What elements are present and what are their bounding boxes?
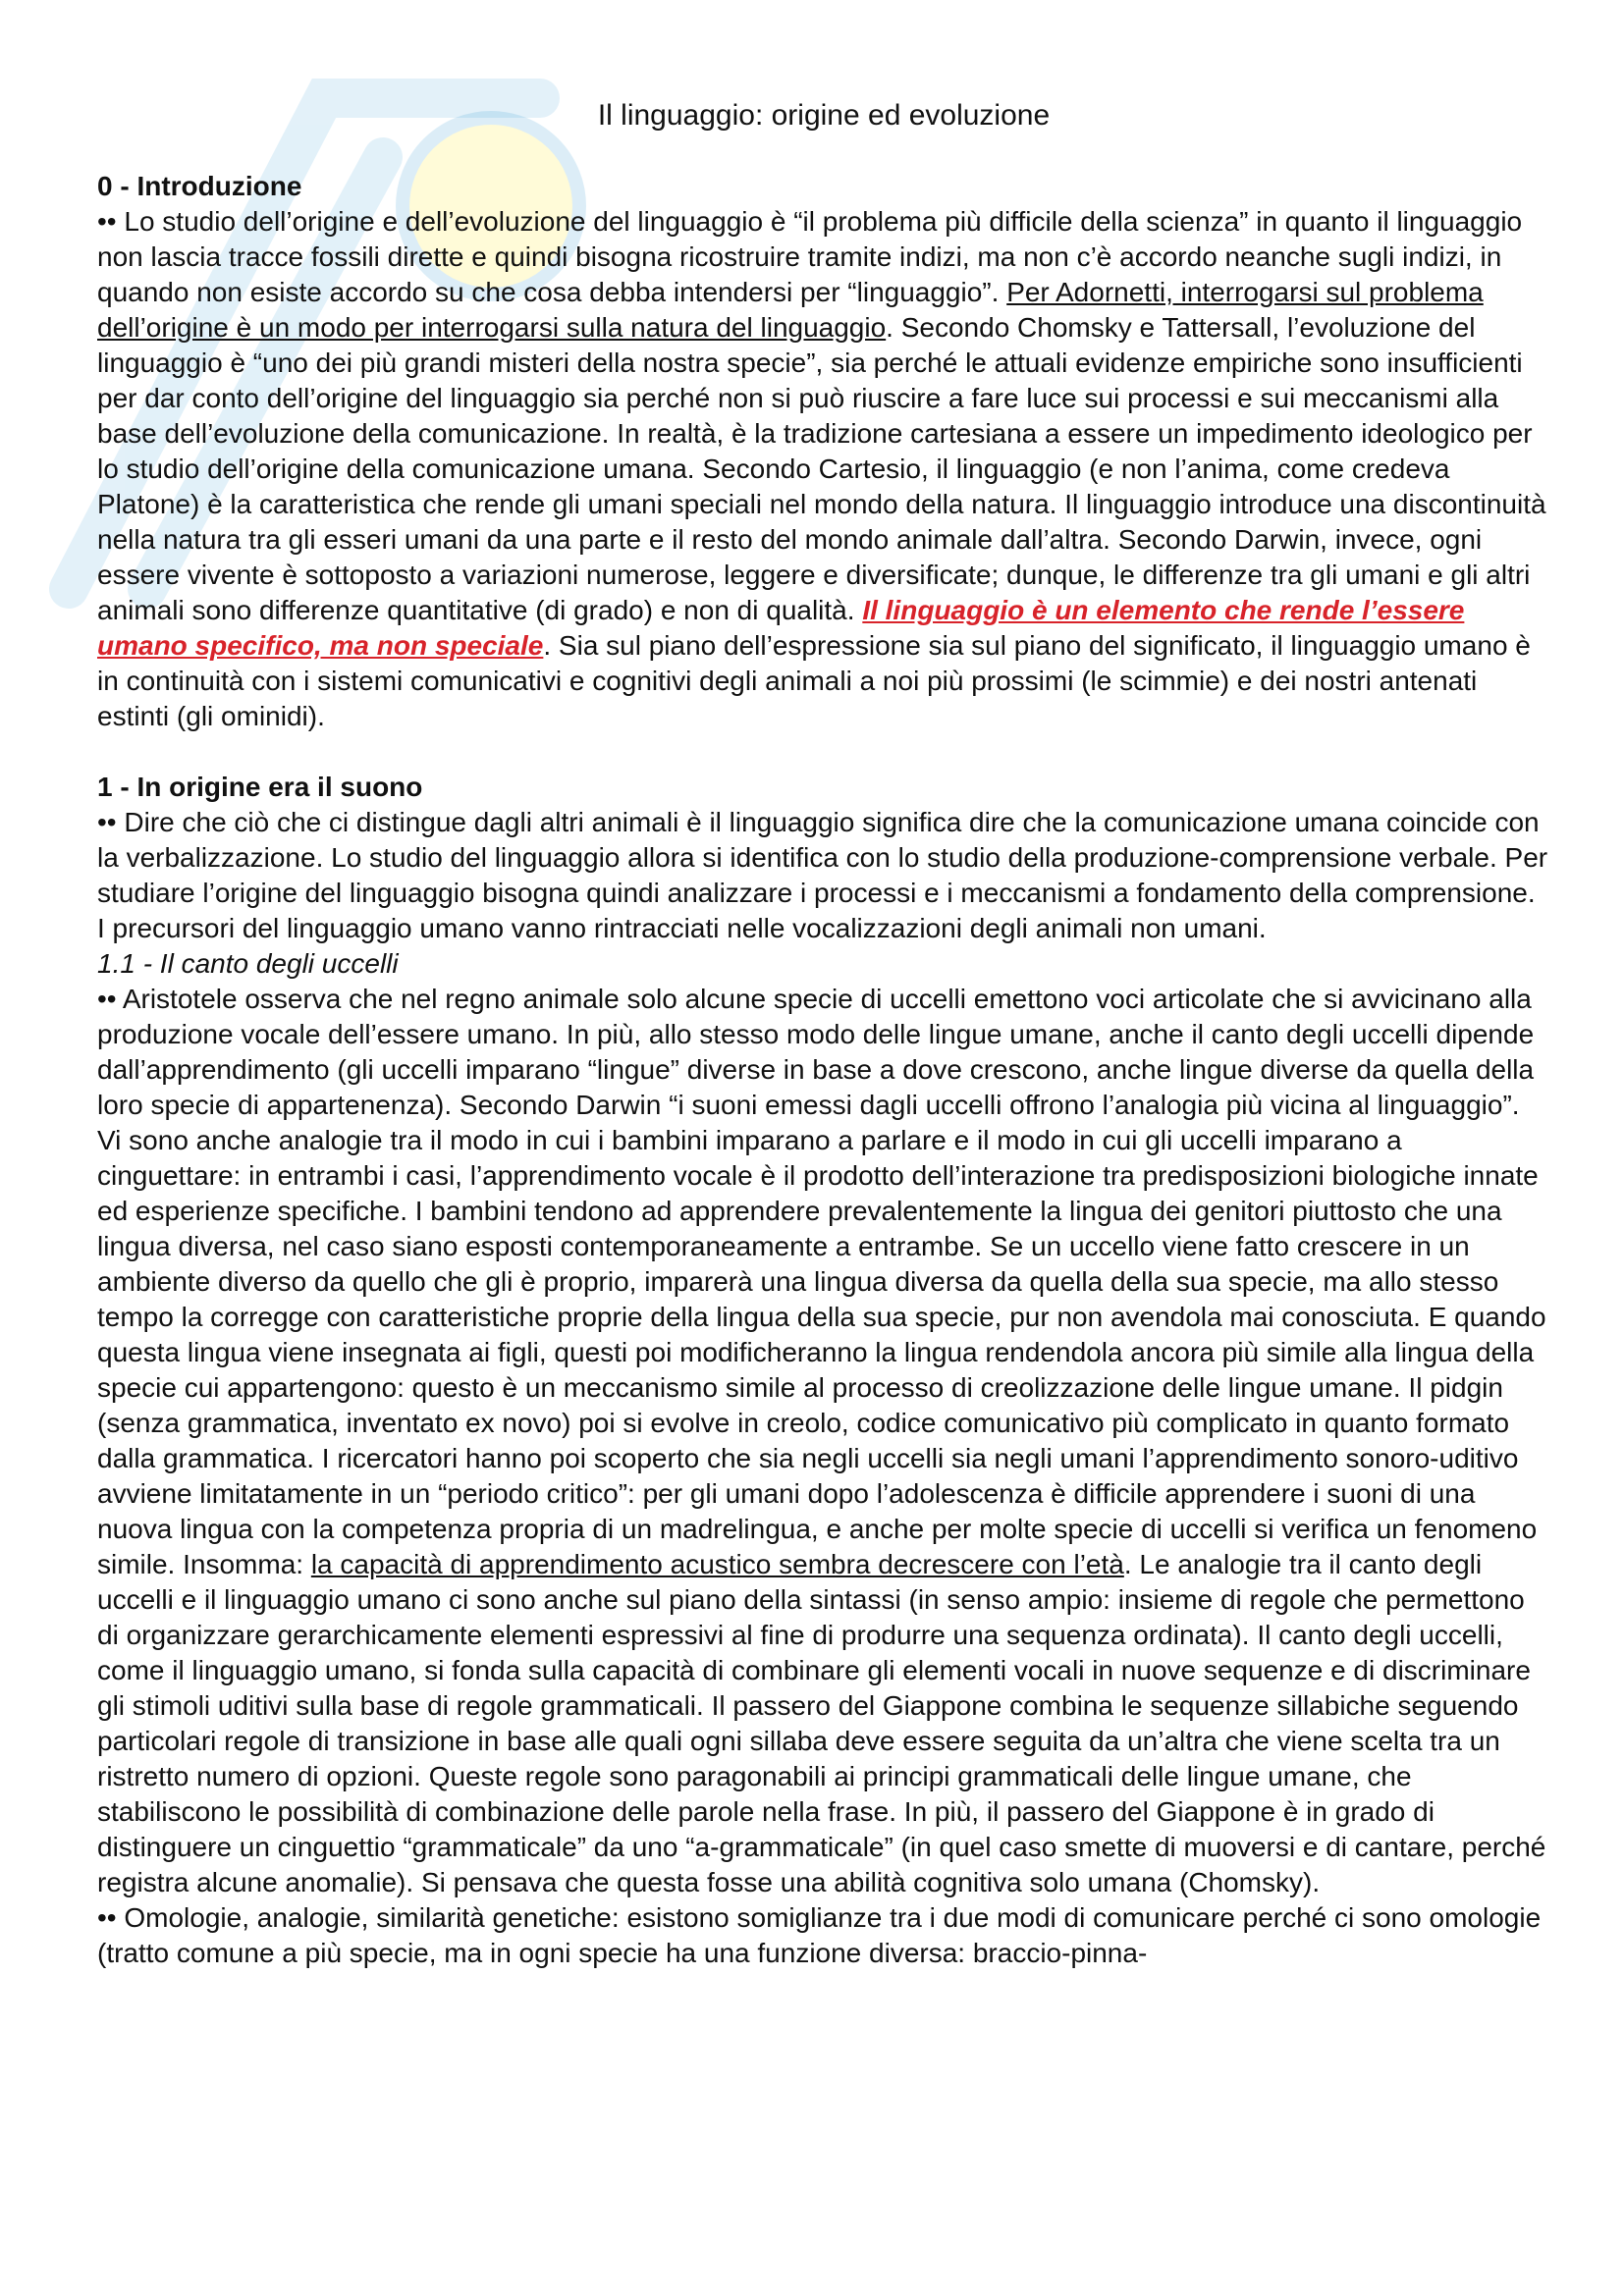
underlined-text: la capacità di apprendimento acustico sembra decrescere con l’età bbox=[310, 1549, 1124, 1579]
text: •• Lo studio dell’origine e dell’evoluzione del linguaggio è “il problema più difficile della scienza” in quanto il linguaggio non lascia tracce fossili dirette e quindi bisogna ricostruire tramite indizi, ma non c’è accordo neanche sugli indizi, in quando non esiste accordo su che cosa debba intendersi per “linguaggio”. bbox=[97, 206, 1523, 307]
subsection-heading: 1.1 - Il canto degli uccelli bbox=[97, 948, 399, 979]
paragraph: •• Dire che ciò che ci distingue dagli altri animali è il linguaggio significa dire che la comunicazione umana coincide con la verbalizzazione. Lo studio del linguaggio allora si identifica con lo studio della produzione-comprensione verbale. Per studiare l’origine del linguaggio bisogna quindi analizzare i processi e i meccanismi a fondamento della comprensione. I precursori del linguaggio umano vanno rintracciati nelle vocalizzazioni degli animali non umani. bbox=[97, 807, 1548, 943]
text: •• Aristotele osserva che nel regno animale solo alcune specie di uccelli emettono voci articolate che si avvicinano alla produzione vocale dell’essere umano. In più, allo stesso modo delle lingue umane, anche il canto degli uccelli dipende dall’apprendimento (gli uccelli imparano “lingue” diverse in base a dove crescono, anche lingue diverse da quella della loro specie di appartenenza). Secondo Darwin “i suoni emessi dagli uccelli offrono l’analogia più vicina al linguaggio”. Vi sono anche analogie tra il modo in cui i bambini imparano a parlare e il modo in cui gli uccelli imparano a cinguettare: in entrambi i casi, l’apprendimento vocale è il prodotto dell’interazione tra predisposizioni biologiche innate ed esperienze specifiche. I bambini tendono ad apprendere prevalentemente la lingua dei genitori piuttosto che una lingua diversa, nel caso siano esposti contemporaneamente a entrambe. Se un uccello viene fatto crescere in un ambiente diverso da quello che gli è proprio, imparerà una lingua diversa da quella della sua specie, ma allo stesso tempo la corregge con caratteristiche proprie della lingua della sua specie, pur non avendola mai conosciuta. E quando questa lingua viene insegnata ai figli, questi poi modificheranno la lingua rendendola ancora più simile alla lingua della specie cui appartengono: questo è un meccanismo simile al processo di creolizzazione delle lingue umane. Il pidgin (senza grammatica, inventato ex novo) poi si evolve in creolo, codice comunicativo più complicato in quanto formato dalla grammatica. I ricercatori hanno poi scoperto che sia negli uccelli sia negli umani l’apprendimento sonoro-uditivo avviene limitatamente in un “periodo critico”: per gli umani dopo l’adolescenza è difficile apprendere i suoni di una nuova lingua con la competenza propria di un madrelingua, e anche per molte specie di uccelli si verifica un fenomeno simile. Insomma: bbox=[97, 984, 1546, 1579]
paragraph bbox=[97, 982, 1550, 1900]
document-page bbox=[97, 98, 1550, 1971]
section-heading: 1 - In origine era il suono bbox=[97, 772, 423, 802]
underlined-text: Per Adornetti, interrogarsi sul problema dell’origine è un modo per interrogarsi sulla natura del linguaggio bbox=[97, 277, 1484, 343]
paragraph: •• Omologie, analogie, similarità genetiche: esistono somiglianze tra i due modi di comunicare perché ci sono omologie (tratto comune a più specie, ma in ogni specie ha una funzione diversa: braccio-pinna- bbox=[97, 1902, 1542, 1968]
document-title: Il linguaggio: origine ed evoluzione bbox=[597, 99, 1051, 132]
text: . Le analogie tra il canto degli uccelli e il linguaggio umano ci sono anche sul piano della sintassi (in senso ampio: insieme di regole che permettono di organizzare gerarchicamente elementi espressivi al fine di produrre una sequenza ordinata). Il canto degli uccelli, come il linguaggio umano, si fonda sulla capacità di combinare gli elementi vocali in nuove sequenze e di discriminare gli stimoli uditivi sulla base di regole grammaticali. Il passero del Giappone combina le sequenze sillabiche seguendo particolari regole di transizione in base alle quali ogni sillaba deve essere seguita da un’altra che viene scelta tra un ristretto numero di opzioni. Queste regole sono paragonabili ai principi grammaticali delle lingue umane, che stabiliscono le possibilità di combinazione delle parole nella frase. In più, il passero del Giappone è in grado di distinguere un cinguettio “grammaticale” da uno “a-grammaticale” (in quel caso smette di muoversi e di cantare, perché registra alcune anomalie). Si pensava che questa fosse una abilità cognitiva solo umana (Chomsky). bbox=[97, 1549, 1546, 1897]
highlighted-text: Il linguaggio è un elemento che rende l’essere umano specifico, ma non speciale bbox=[97, 595, 1465, 661]
section-heading: 0 - Introduzione bbox=[97, 171, 302, 201]
text: . Sia sul piano dell’espressione sia sul piano del significato, il linguaggio umano è in continuità con i sistemi comunicativi e cognitivi degli animali a noi più prossimi (le scimmie) e dei nostri antenati estinti (gli ominidi). bbox=[97, 630, 1531, 731]
paragraph bbox=[97, 204, 1550, 734]
text: . Secondo Chomsky e Tattersall, l’evoluzione del linguaggio è “uno dei più grandi misteri della nostra specie”, sia perché le attuali evidenze empiriche sono insufficienti per dar conto dell’origine del linguaggio sia perché non si può riuscire a fare luce sui processi e sui meccanismi alla base dell’evoluzione della comunicazione. In realtà, è la tradizione cartesiana a essere un impedimento ideologico per lo studio dell’origine della comunicazione umana. Secondo Cartesio, il linguaggio (e non l’anima, come credeva Platone) è la caratteristica che rende gli umani speciali nel mondo della natura. Il linguaggio introduce una discontinuità nella natura tra gli esseri umani da una parte e il resto del mondo animale dall’altra. Secondo Darwin, invece, ogni essere vivente è sottoposto a variazioni numerose, leggere e diversificate; dunque, le differenze tra gli umani e gli altri animali sono differenze quantitative (di grado) e non di qualità. bbox=[97, 312, 1546, 625]
